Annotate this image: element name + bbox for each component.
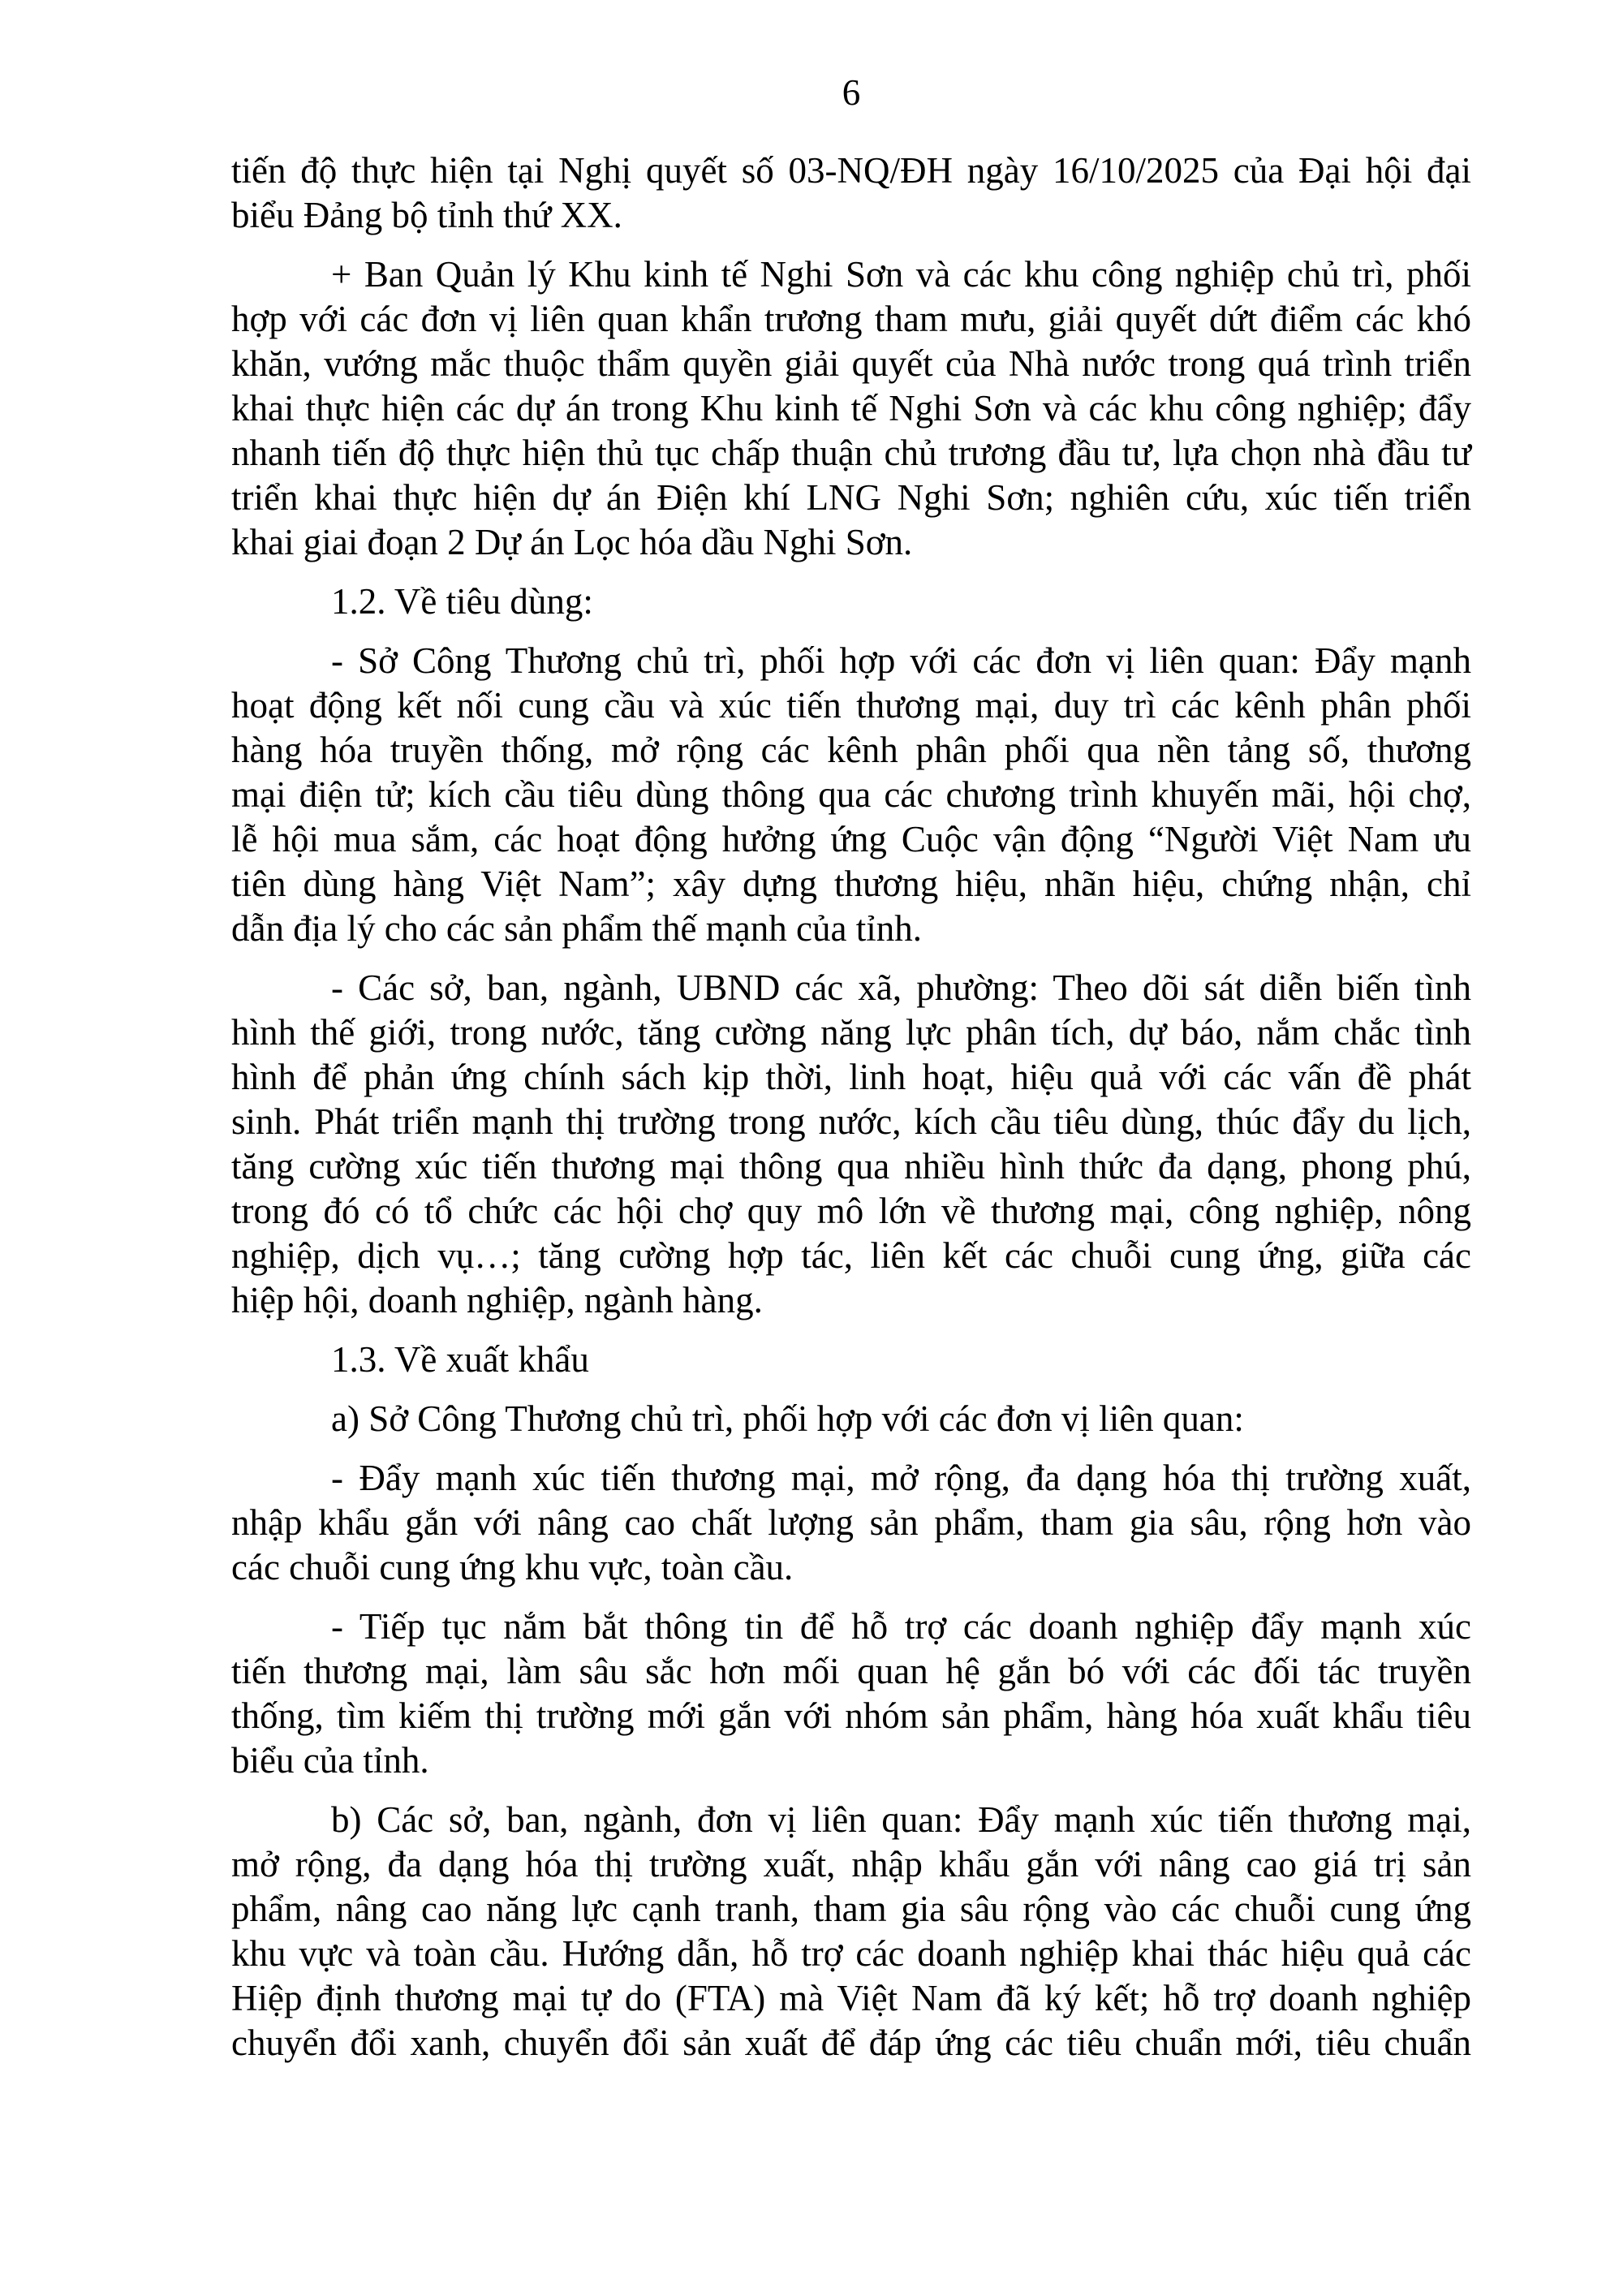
text-line: tiến thương mại, làm sâu sắc hơn mối quan hệ gắn bó với các đối tác truyền [231,1651,1471,1691]
text-line: hàng hóa truyền thống, mở rộng các kênh phân phối qua nền tảng số, thương [231,730,1471,770]
text-line: thống, tìm kiếm thị trường mới gắn với nhóm sản phẩm, hàng hóa xuất khẩu tiêu [231,1695,1471,1736]
text-line: mở rộng, đa dạng hóa thị trường xuất, nhập khẩu gắn với nâng cao giá trị sản [231,1844,1471,1885]
text-line: các chuỗi cung ứng khu vực, toàn cầu. [231,1547,794,1587]
text-line: Hiệp định thương mại tự do (FTA) mà Việt Nam đã ký kết; hỗ trợ doanh nghiệp [231,1978,1471,2018]
text-line: hoạt động kết nối cung cầu và xúc tiến thương mại, duy trì các kênh phân phối [231,685,1471,726]
section-heading [231,1338,1471,1382]
text-line: - Đẩy mạnh xúc tiến thương mại, mở rộng, đa dạng hóa thị trường xuất, [331,1458,1471,1498]
text-line: sinh. Phát triển mạnh thị trường trong nước, kích cầu tiêu dùng, thúc đẩy du lịch, [231,1101,1471,1142]
paragraph [231,149,1471,238]
text-line: hiệp hội, doanh nghiệp, ngành hàng. [231,1280,763,1320]
text-line: nhập khẩu gắn với nâng cao chất lượng sản phẩm, tham gia sâu, rộng hơn vào [231,1502,1471,1543]
text-line: 1.2. Về tiêu dùng: [331,581,593,622]
paragraph [231,639,1471,951]
text-line: triển khai thực hiện dự án Điện khí LNG Nghi Sơn; nghiên cứu, xúc tiến triển [231,477,1471,518]
text-line: b) Các sở, ban, ngành, đơn vị liên quan: Đẩy mạnh xúc tiến thương mại, [331,1799,1471,1840]
text-line: trong đó có tổ chức các hội chợ quy mô lớn về thương mại, công nghiệp, nông [231,1191,1471,1231]
paragraph [231,252,1471,565]
text-line: - Sở Công Thương chủ trì, phối hợp với các đơn vị liên quan: Đẩy mạnh [331,640,1471,681]
text-line: khu vực và toàn cầu. Hướng dẫn, hỗ trợ các doanh nghiệp khai thác hiệu quả các [231,1933,1471,1974]
text-line: - Tiếp tục nắm bắt thông tin để hỗ trợ các doanh nghiệp đẩy mạnh xúc [331,1606,1471,1647]
text-line: tăng cường xúc tiến thương mại thông qua nhiều hình thức đa dạng, phong phú, [231,1146,1471,1187]
text-line: mại điện tử; kích cầu tiêu dùng thông qua các chương trình khuyến mãi, hội chợ, [231,774,1471,815]
text-line: khai thực hiện các dự án trong Khu kinh tế Nghi Sơn và các khu công nghiệp; đẩy [231,388,1471,429]
text-line: phẩm, nâng cao năng lực cạnh tranh, tham gia sâu rộng vào các chuỗi cung ứng [231,1889,1471,1929]
page-number: 6 [842,72,861,113]
text-line: tiến độ thực hiện tại Nghị quyết số 03-NQ/ĐH ngày 16/10/2025 của Đại hội đại [231,150,1471,191]
document-content [231,149,1471,2066]
text-line: nghiệp, dịch vụ…; tăng cường hợp tác, liên kết các chuỗi cung ứng, giữa các [231,1235,1471,1276]
text-line: - Các sở, ban, ngành, UBND các xã, phường: Theo dõi sát diễn biến tình [331,967,1471,1008]
text-line: khai giai đoạn 2 Dự án Lọc hóa dầu Nghi Sơn. [231,522,913,562]
text-line: biểu của tỉnh. [231,1740,429,1781]
paragraph [231,966,1471,1323]
paragraph [231,1456,1471,1590]
paragraph [231,1605,1471,1783]
text-line: lễ hội mua sắm, các hoạt động hưởng ứng Cuộc vận động “Người Việt Nam ưu [231,819,1471,859]
text-line: biểu Đảng bộ tỉnh thứ XX. [231,195,622,235]
text-line: hình để phản ứng chính sách kịp thời, linh hoạt, hiệu quả với các vấn đề phát [231,1057,1471,1097]
paragraph [231,1798,1471,2066]
text-line: hợp với các đơn vị liên quan khẩn trương tham mưu, giải quyết dứt điểm các khó [231,299,1471,339]
text-line: 1.3. Về xuất khẩu [331,1339,589,1380]
text-line: khăn, vướng mắc thuộc thẩm quyền giải quyết của Nhà nước trong quá trình triển [231,343,1471,384]
section-heading [231,579,1471,624]
paragraph [231,1397,1471,1441]
text-line: nhanh tiến độ thực hiện thủ tục chấp thuận chủ trương đầu tư, lựa chọn nhà đầu tư [231,433,1471,473]
text-line: dẫn địa lý cho các sản phẩm thế mạnh của tỉnh. [231,908,922,949]
text-line: tiên dùng hàng Việt Nam”; xây dựng thương hiệu, nhãn hiệu, chứng nhận, chỉ [231,864,1471,904]
text-line: a) Sở Công Thương chủ trì, phối hợp với các đơn vị liên quan: [331,1398,1244,1439]
text-line: hình thế giới, trong nước, tăng cường năng lực phân tích, dự báo, nắm chắc tình [231,1012,1471,1053]
text-line: + Ban Quản lý Khu kinh tế Nghi Sơn và các khu công nghiệp chủ trì, phối [331,254,1471,295]
text-line: chuyển đổi xanh, chuyển đổi sản xuất để đáp ứng các tiêu chuẩn mới, tiêu chuẩn [231,2022,1471,2063]
